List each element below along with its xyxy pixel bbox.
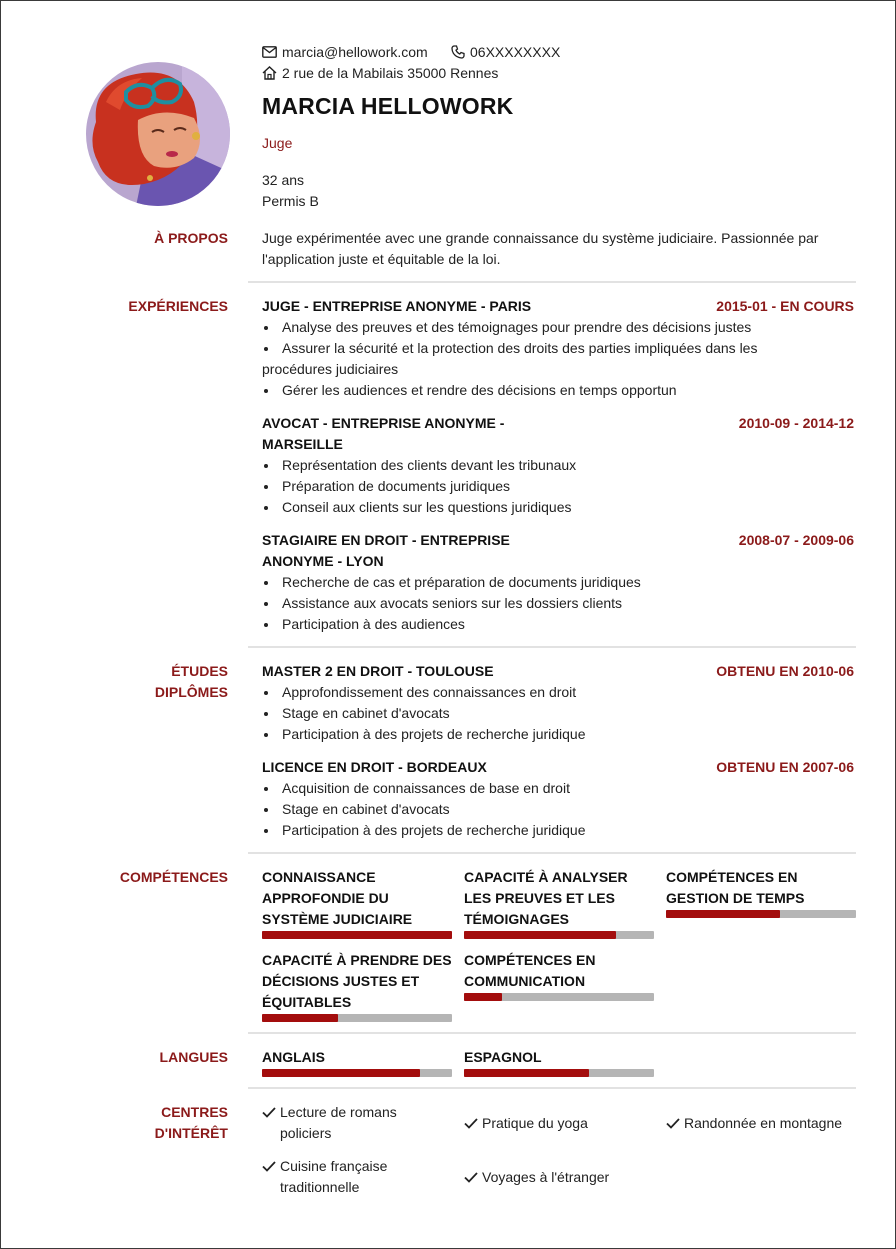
skill-name-line: DÉCISIONS JUSTES ET <box>262 973 420 989</box>
skill-name-line: ÉQUITABLES <box>262 994 352 1010</box>
list-item: Analyse des preuves et des témoignages pour prendre des décisions justes <box>262 317 856 338</box>
education-date: OBTENU EN 2007-06 <box>716 759 854 775</box>
skill-level-bar <box>464 993 654 1001</box>
list-item: Représentation des clients devant les tribunaux <box>262 455 856 476</box>
skill-name-line: GESTION DE TEMPS <box>666 890 805 906</box>
experience-bullets <box>262 572 856 635</box>
list-item: procédures judiciaires <box>262 361 399 377</box>
address-text: 2 rue de la Mabilais 35000 Rennes <box>282 65 499 81</box>
skill-level-bar <box>262 1014 452 1022</box>
phone-text[interactable]: 06XXXXXXXX <box>470 44 561 60</box>
list-item: Approfondissement des connaissances en droit <box>262 682 856 703</box>
interest-text: Voyages à l'étranger <box>482 1169 610 1185</box>
experience-date: 2010-09 - 2014-12 <box>738 415 854 431</box>
skill-level-fill <box>666 910 780 918</box>
education-label-line2: DIPLÔMES <box>154 684 228 700</box>
interest-text: Pratique du yoga <box>482 1115 588 1131</box>
skill-item <box>464 867 654 939</box>
list-item: Assurer la sécurité et la protection des droits des parties impliquées dans les <box>262 338 856 359</box>
skill-level-fill <box>464 993 502 1001</box>
interest-item <box>464 1113 588 1134</box>
list-item: Acquisition de connaissances de base en droit <box>262 778 856 799</box>
divider <box>248 1087 856 1089</box>
check-icon <box>464 1172 478 1183</box>
driving-license: Permis B <box>262 193 319 209</box>
list-item: Participation à des audiences <box>262 614 856 635</box>
divider <box>248 646 856 648</box>
skill-name-line: APPROFONDIE DU <box>262 890 389 906</box>
divider <box>248 852 856 854</box>
divider <box>248 1032 856 1034</box>
skill-name-line: CAPACITÉ À PRENDRE DES <box>262 952 452 968</box>
skill-item <box>666 867 856 918</box>
skill-level-bar <box>262 931 452 939</box>
list-item: Stage en cabinet d'avocats <box>262 703 856 724</box>
list-item: Conseil aux clients sur les questions juridiques <box>262 497 856 518</box>
experience-title-line2: ANONYME - LYON <box>262 553 384 569</box>
interest-text: policiers <box>280 1125 332 1141</box>
skill-name-line: CAPACITÉ À ANALYSER <box>464 869 628 885</box>
skill-item <box>262 950 452 1022</box>
interest-item <box>262 1102 397 1144</box>
interest-text: traditionnelle <box>280 1179 360 1195</box>
email-line <box>262 44 428 60</box>
language-item <box>262 1047 452 1077</box>
skill-name-line: COMMUNICATION <box>464 973 586 989</box>
list-item: Assistance aux avocats seniors sur les dossiers clients <box>262 593 856 614</box>
list-item: Participation à des projets de recherche juridique <box>262 820 856 841</box>
language-name: ANGLAIS <box>262 1049 325 1065</box>
divider <box>248 281 856 283</box>
experience-title-line2: MARSEILLE <box>262 436 343 452</box>
education-bullets <box>262 778 856 841</box>
check-icon <box>262 1161 276 1172</box>
experience-date: 2015-01 - EN COURS <box>716 298 854 314</box>
education-title: MASTER 2 EN DROIT - TOULOUSE <box>262 663 494 679</box>
skill-level-bar <box>666 910 856 918</box>
list-item: Participation à des projets de recherche juridique <box>262 724 856 745</box>
phone-icon <box>451 45 465 59</box>
skill-name-line: TÉMOIGNAGES <box>464 911 570 927</box>
interest-item <box>666 1113 842 1134</box>
age: 32 ans <box>262 172 305 188</box>
skill-level-bar <box>464 931 654 939</box>
email-text[interactable]: marcia@hellowork.com <box>282 44 428 60</box>
experience-bullets <box>262 317 856 401</box>
about-label: À PROPOS <box>154 230 228 246</box>
experiences-label: EXPÉRIENCES <box>128 298 228 314</box>
list-item: Stage en cabinet d'avocats <box>262 799 856 820</box>
full-name: MARCIA HELLOWORK <box>262 93 514 119</box>
skill-name-line: COMPÉTENCES EN <box>464 952 596 968</box>
interest-text: Lecture de romans <box>280 1104 397 1120</box>
language-level-fill <box>262 1069 420 1077</box>
language-level-fill <box>464 1069 589 1077</box>
language-level-bar <box>464 1069 654 1077</box>
check-icon <box>464 1118 478 1129</box>
list-item: Recherche de cas et préparation de documents juridiques <box>262 572 856 593</box>
skills-label: COMPÉTENCES <box>119 869 228 885</box>
skill-name-line: CONNAISSANCE <box>262 869 376 885</box>
interest-item <box>262 1156 387 1198</box>
list-item: Gérer les audiences et rendre des décisions en temps opportun <box>262 380 856 401</box>
check-icon <box>262 1107 276 1118</box>
education-label-line1: ÉTUDES <box>171 663 228 679</box>
skill-item <box>262 867 452 939</box>
skill-name-line: SYSTÈME JUDICIAIRE <box>262 911 413 927</box>
interest-text: Cuisine française <box>280 1158 388 1174</box>
skill-level-fill <box>262 1014 338 1022</box>
experience-title-line1: AVOCAT - ENTREPRISE ANONYME - <box>262 415 505 431</box>
experience-title: JUGE - ENTREPRISE ANONYME - PARIS <box>262 298 532 314</box>
address-line <box>262 65 498 81</box>
experience-bullets <box>262 455 856 518</box>
education-title: LICENCE EN DROIT - BORDEAUX <box>262 759 487 775</box>
check-icon <box>666 1118 680 1129</box>
interest-item <box>464 1167 609 1188</box>
education-bullets <box>262 682 856 745</box>
interest-text: Randonnée en montagne <box>684 1115 843 1131</box>
phone-line <box>451 44 560 60</box>
experience-title-line1: STAGIAIRE EN DROIT - ENTREPRISE <box>262 532 510 548</box>
home-icon <box>262 66 277 80</box>
languages-label: LANGUES <box>159 1049 228 1065</box>
mail-icon <box>262 46 277 58</box>
interests-label-line1: CENTRES <box>161 1104 228 1120</box>
language-item <box>464 1047 654 1077</box>
skill-name-line: LES PREUVES ET LES <box>464 890 615 906</box>
skill-name-line: COMPÉTENCES EN <box>666 869 798 885</box>
skill-level-fill <box>262 931 452 939</box>
list-item: Préparation de documents juridiques <box>262 476 856 497</box>
interests-label-line2: D'INTÉRÊT <box>154 1125 228 1141</box>
profile-photo <box>86 62 230 206</box>
about-text: Juge expérimentée avec une grande connaissance du système judiciaire. Passionnée par l'application juste et équitable de la loi. <box>262 230 819 267</box>
language-name: ESPAGNOL <box>464 1049 542 1065</box>
language-level-bar <box>262 1069 452 1077</box>
experience-date: 2008-07 - 2009-06 <box>738 532 854 548</box>
job-title: Juge <box>262 135 293 151</box>
skill-item <box>464 950 654 1001</box>
skill-level-fill <box>464 931 616 939</box>
education-date: OBTENU EN 2010-06 <box>716 663 854 679</box>
